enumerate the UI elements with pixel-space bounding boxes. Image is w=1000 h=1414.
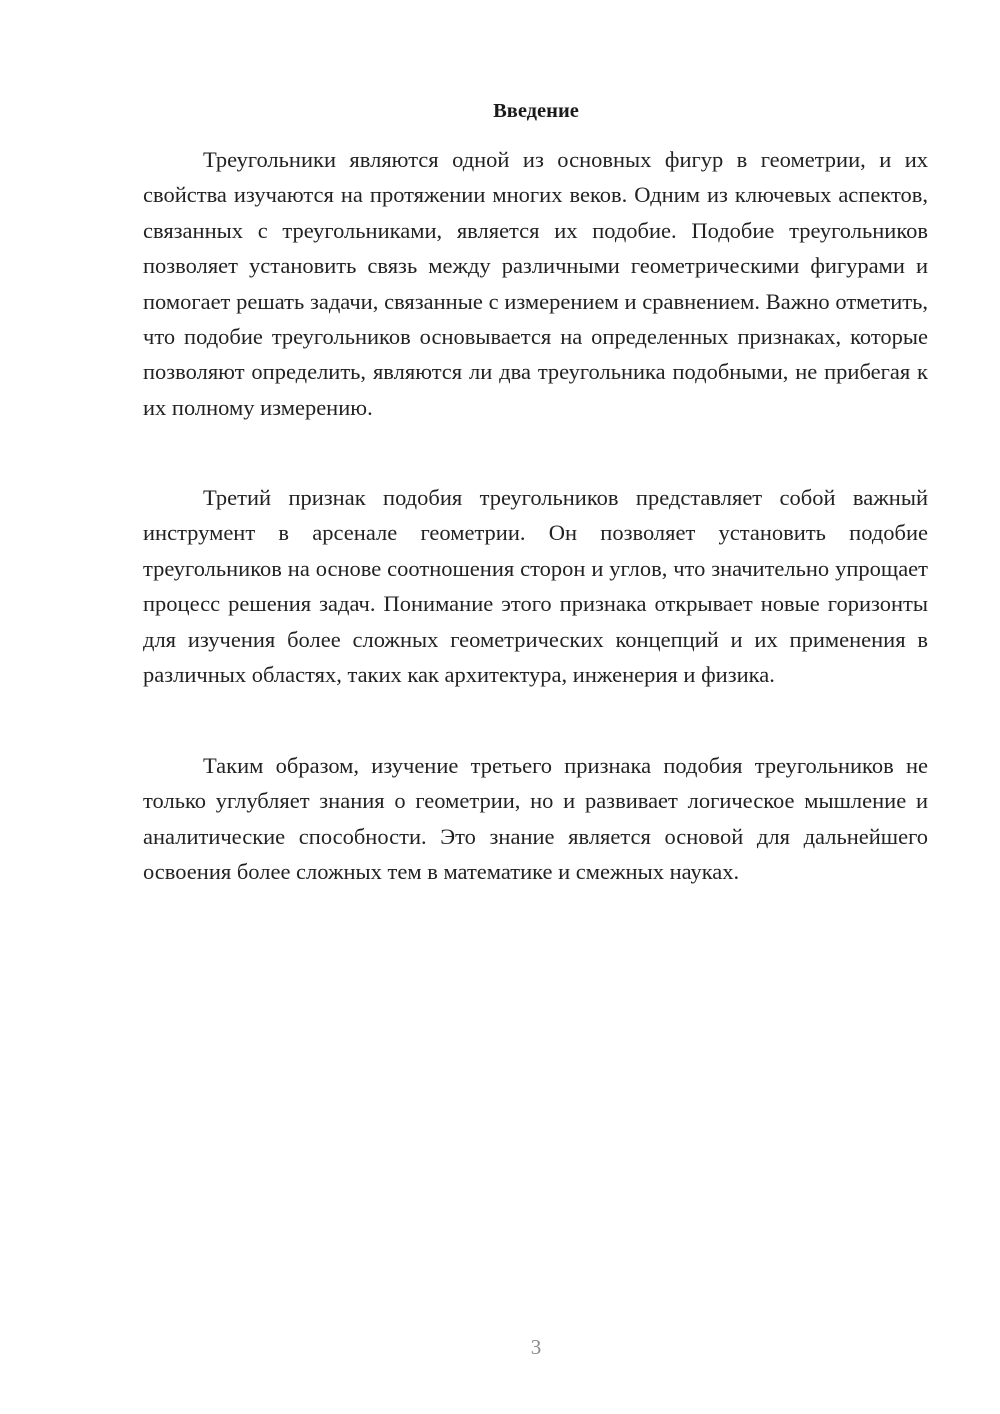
intro-paragraph-3: Таким образом, изучение третьего признака подобия треугольников не только углубляет знания о геометрии, но и развивает логическое мышление и аналитические способности. Это знание является основой для дальнейшего освоения более сложных тем в математике и смежных науках. [143, 753, 928, 885]
page-title: Введение [493, 100, 579, 122]
intro-paragraph-2: Третий признак подобия треугольников представляет собой важный инструмент в арсенале геометрии. Он позволяет установить подобие треугольников на основе соотношения сторон и углов, что значительно упрощает процесс решения задач. Понимание этого признака открывает новые горизонты для изучения более сложных геометрических концепций и их применения в различных областях, таких как архитектура, инженерия и физика. [143, 485, 928, 688]
page-number: 3 [530, 1335, 542, 1359]
intro-paragraph-1: Треугольники являются одной из основных фигур в геометрии, и их свойства изучаются на протяжении многих веков. Одним из ключевых аспектов, связанных с треугольниками, является их подобие. Подобие треугольников позволяет установить связь между различными геометрическими фигурами и помогает решать задачи, связанные с измерением и сравнением. Важно отметить, что подобие треугольников основывается на определенных признаках, которые позволяют определить, являются ли два треугольника подобными, не прибегая к их полному измерению. [143, 147, 928, 420]
